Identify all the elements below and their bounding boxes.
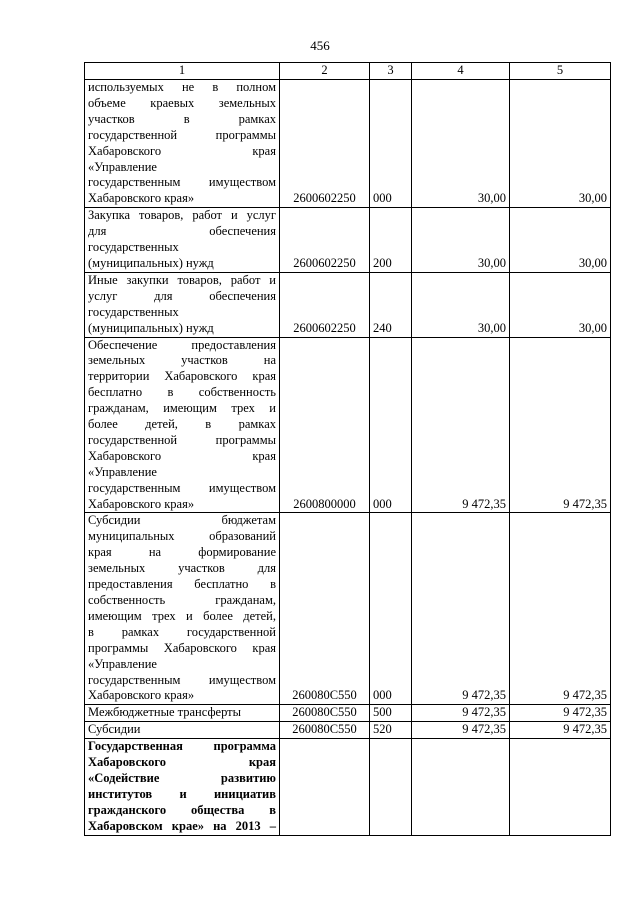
table-row [85, 705, 611, 722]
description-line: Хабаровского края [88, 143, 276, 158]
target-code: 2600800000 [280, 337, 370, 513]
table-row [85, 80, 611, 208]
description-line: «Содействие развитию [88, 770, 276, 785]
description-line: Хабаровского края» [88, 496, 195, 511]
description-line: государственным имуществом [88, 480, 276, 495]
description-line: территории Хабаровского края [88, 369, 276, 384]
description-line: земельных участков на [88, 353, 276, 368]
amount-col4 [412, 739, 510, 835]
description-line: для обеспечения [88, 224, 276, 239]
amount-col4: 9 472,35 [412, 705, 510, 722]
description-line: бесплатно в собственность [88, 385, 276, 400]
description-line: институтов и инициатив [88, 786, 276, 801]
expense-type: 000 [370, 513, 412, 705]
description-line: Закупка товаров, работ и услуг [88, 208, 276, 223]
description-line: государственных [88, 240, 179, 255]
description-line: гражданам, имеющим трех и [88, 401, 276, 416]
expense-type: 520 [370, 722, 412, 739]
description-line: используемых не в полном [88, 80, 276, 94]
description-line: Обеспечение предоставления [88, 337, 276, 352]
description-line: гражданского общества в [88, 802, 276, 817]
page-number: 456 [310, 38, 330, 53]
row-description [85, 80, 280, 208]
target-code: 2600602250 [280, 272, 370, 337]
description-line: Хабаровского края» [88, 191, 195, 206]
description-line: в рамках государственной [88, 624, 276, 639]
expense-type: 240 [370, 272, 412, 337]
amount-col5: 9 472,35 [510, 337, 611, 513]
target-code: 2600602250 [280, 208, 370, 273]
description-line: имеющим трех и более детей, [88, 608, 276, 623]
description-line: муниципальных образований [88, 529, 276, 544]
description-line: собственность гражданам, [88, 593, 276, 607]
expense-type: 500 [370, 705, 412, 722]
description-line: объеме краевых земельных [88, 95, 276, 110]
description-line: (муниципальных) нужд [88, 255, 214, 270]
column-header-4: 4 [412, 63, 510, 80]
budget-table [84, 62, 611, 836]
table-row [85, 513, 611, 705]
description-line: программы Хабаровского края [88, 640, 276, 655]
row-description [85, 705, 280, 722]
description-line: Государственная программа [88, 739, 276, 754]
amount-col5: 9 472,35 [510, 513, 611, 705]
description-line: услуг для обеспечения [88, 288, 276, 303]
description-line: государственной программы [88, 432, 276, 447]
description-line: Хабаровском крае» на 2013 – [88, 818, 276, 833]
amount-col5: 9 472,35 [510, 722, 611, 739]
target-code: 260080С550 [280, 722, 370, 739]
expense-type: 000 [370, 337, 412, 513]
column-header-3: 3 [370, 63, 412, 80]
expense-type: 200 [370, 208, 412, 273]
row-description [85, 513, 280, 705]
amount-col4: 30,00 [412, 80, 510, 208]
target-code: 260080С550 [280, 513, 370, 705]
description-line: предоставления бесплатно в [88, 577, 276, 592]
column-header-5: 5 [510, 63, 611, 80]
amount-col5: 30,00 [510, 272, 611, 337]
table-row [85, 272, 611, 337]
amount-col5 [510, 739, 611, 835]
row-description [85, 272, 280, 337]
description-line: государственным имуществом [88, 672, 276, 687]
description-line: земельных участков для [88, 561, 276, 576]
description-line: Субсидии бюджетам [88, 513, 276, 528]
target-code: 260080С550 [280, 705, 370, 722]
description-line: края на формирование [88, 545, 276, 560]
row-description [85, 739, 280, 835]
description-line: (муниципальных) нужд [88, 320, 214, 335]
description-line: Субсидии [88, 722, 141, 737]
amount-col4: 30,00 [412, 208, 510, 273]
description-line: государственным имуществом [88, 175, 276, 190]
amount-col4: 9 472,35 [412, 337, 510, 513]
column-header-1: 1 [85, 63, 280, 80]
description-line: Хабаровского края» [88, 688, 195, 703]
expense-type: 000 [370, 80, 412, 208]
description-line: Межбюджетные трансферты [88, 705, 242, 720]
description-line: «Управление [88, 159, 157, 174]
table-row [85, 739, 611, 835]
amount-col4: 30,00 [412, 272, 510, 337]
description-line: Хабаровского края [88, 448, 276, 463]
table-row [85, 208, 611, 273]
amount-col5: 9 472,35 [510, 705, 611, 722]
description-line: Хабаровского края [88, 755, 276, 770]
target-code [280, 739, 370, 835]
amount-col5: 30,00 [510, 80, 611, 208]
amount-col5: 30,00 [510, 208, 611, 273]
row-description [85, 208, 280, 273]
description-line: государственной программы [88, 127, 276, 142]
description-line: Иные закупки товаров, работ и [88, 272, 276, 287]
row-description [85, 337, 280, 513]
description-line: более детей, в рамках [88, 417, 276, 432]
description-line: участков в рамках [88, 111, 276, 126]
description-line: государственных [88, 304, 179, 319]
column-header-2: 2 [280, 63, 370, 80]
expense-type [370, 739, 412, 835]
description-line: «Управление [88, 464, 157, 479]
table-row [85, 722, 611, 739]
amount-col4: 9 472,35 [412, 513, 510, 705]
description-line: «Управление [88, 656, 157, 671]
target-code: 2600602250 [280, 80, 370, 208]
row-description [85, 722, 280, 739]
amount-col4: 9 472,35 [412, 722, 510, 739]
table-row [85, 337, 611, 513]
table-header-row [85, 63, 611, 80]
